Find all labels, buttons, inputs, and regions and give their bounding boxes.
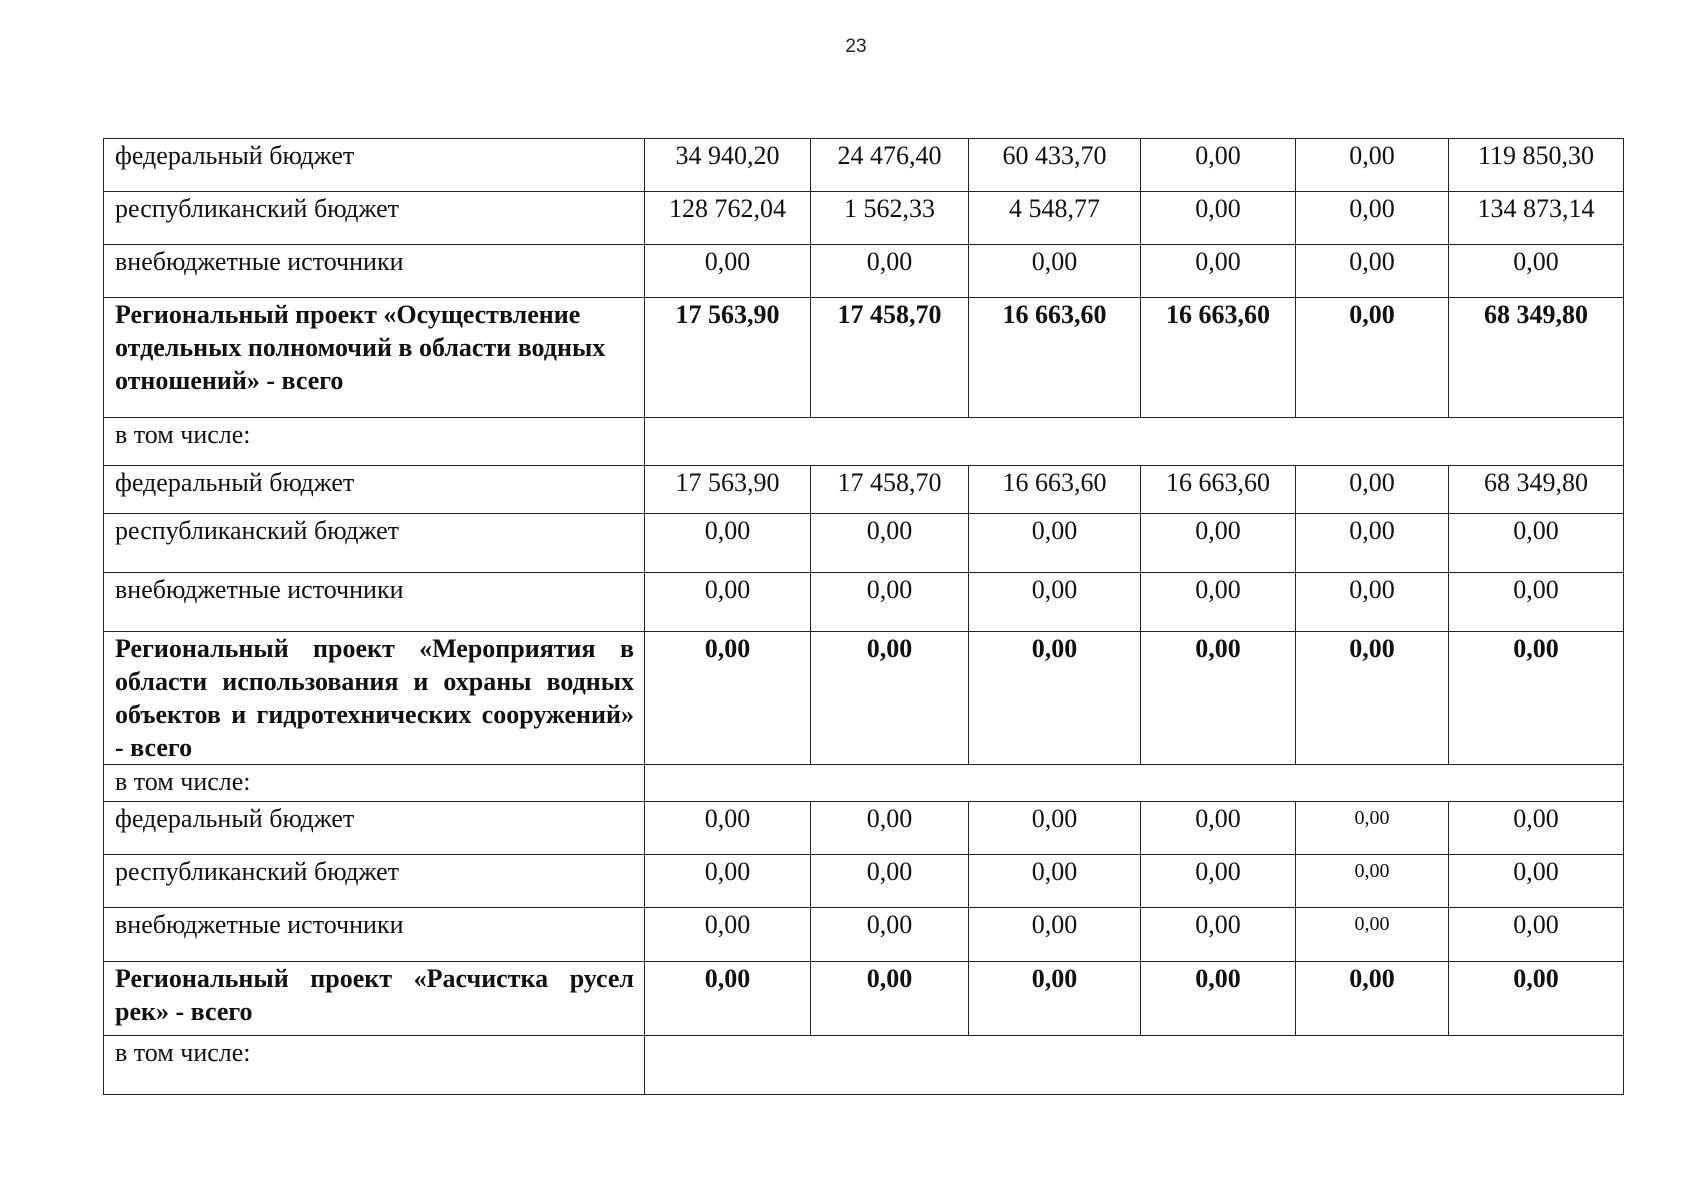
value-cell: 0,00 bbox=[1296, 139, 1449, 192]
value-cell: 0,00 bbox=[645, 573, 811, 632]
value-cell: 4 548,77 bbox=[969, 192, 1141, 245]
table-row bbox=[104, 855, 1624, 908]
value-cell: 1 562,33 bbox=[811, 192, 969, 245]
value-cell: 0,00 bbox=[969, 573, 1141, 632]
value-cell: 0,00 bbox=[1141, 802, 1296, 855]
value-cell: 128 762,04 bbox=[645, 192, 811, 245]
total-cell: 119 850,30 bbox=[1449, 139, 1624, 192]
project-label: Региональный проект «Расчистка русел рек» - всего bbox=[104, 962, 645, 1036]
empty-merged-cell bbox=[645, 418, 1624, 466]
table-row bbox=[104, 802, 1624, 855]
subheader-row bbox=[104, 418, 1624, 466]
row-label: республиканский бюджет bbox=[104, 514, 645, 573]
row-label: федеральный бюджет bbox=[104, 466, 645, 514]
including-label: в том числе: bbox=[104, 1036, 645, 1095]
value-cell: 0,00 bbox=[1141, 632, 1296, 765]
value-cell: 0,00 bbox=[811, 962, 969, 1036]
total-cell: 0,00 bbox=[1449, 514, 1624, 573]
row-label: федеральный бюджет bbox=[104, 802, 645, 855]
value-cell: 0,00 bbox=[645, 855, 811, 908]
value-cell: 0,00 bbox=[1141, 245, 1296, 298]
project-total-row bbox=[104, 298, 1624, 418]
including-label: в том числе: bbox=[104, 418, 645, 466]
row-label: внебюджетные источники bbox=[104, 908, 645, 962]
row-label: республиканский бюджет bbox=[104, 192, 645, 245]
total-cell: 0,00 bbox=[1449, 245, 1624, 298]
value-cell: 0,00 bbox=[1141, 908, 1296, 962]
project-label: Региональный проект «Осуществление отдельных полномочий в области водных отношений» - всего bbox=[104, 298, 645, 418]
value-cell: 0,00 bbox=[1141, 139, 1296, 192]
value-cell: 0,00 bbox=[1296, 573, 1449, 632]
row-label: республиканский бюджет bbox=[104, 855, 645, 908]
project-label: Региональный проект «Мероприятия в области использования и охраны водных объектов и гидротехнических сооружений» - всего bbox=[104, 632, 645, 765]
project-total-row bbox=[104, 632, 1624, 765]
row-label: федеральный бюджет bbox=[104, 139, 645, 192]
page-number: 23 bbox=[845, 36, 867, 57]
total-cell: 0,00 bbox=[1449, 802, 1624, 855]
total-cell: 0,00 bbox=[1449, 962, 1624, 1036]
row-label: внебюджетные источники bbox=[104, 245, 645, 298]
value-cell: 34 940,20 bbox=[645, 139, 811, 192]
value-cell: 0,00 bbox=[1296, 466, 1449, 514]
table-row bbox=[104, 514, 1624, 573]
value-cell: 60 433,70 bbox=[969, 139, 1141, 192]
row-label: внебюджетные источники bbox=[104, 573, 645, 632]
value-cell: 0,00 bbox=[645, 245, 811, 298]
value-cell: 0,00 bbox=[1296, 298, 1449, 418]
value-cell: 0,00 bbox=[969, 908, 1141, 962]
total-cell: 0,00 bbox=[1449, 908, 1624, 962]
value-cell: 0,00 bbox=[811, 573, 969, 632]
empty-merged-cell bbox=[645, 1036, 1624, 1095]
value-cell: 0,00 bbox=[1141, 573, 1296, 632]
total-cell: 68 349,80 bbox=[1449, 466, 1624, 514]
value-cell: 17 458,70 bbox=[811, 466, 969, 514]
table-row bbox=[104, 573, 1624, 632]
value-cell: 0,00 bbox=[1141, 855, 1296, 908]
value-cell: 0,00 bbox=[969, 855, 1141, 908]
total-cell: 0,00 bbox=[1449, 573, 1624, 632]
table-row bbox=[104, 466, 1624, 514]
value-cell: 17 563,90 bbox=[645, 298, 811, 418]
value-cell: 0,00 bbox=[811, 514, 969, 573]
value-cell: 0,00 bbox=[1296, 192, 1449, 245]
total-cell: 0,00 bbox=[1449, 632, 1624, 765]
value-cell: 17 458,70 bbox=[811, 298, 969, 418]
value-cell: 0,00 bbox=[645, 632, 811, 765]
value-cell: 0,00 bbox=[969, 514, 1141, 573]
table-row bbox=[104, 139, 1624, 192]
empty-merged-cell bbox=[645, 765, 1624, 802]
value-cell: 0,00 bbox=[1296, 802, 1449, 855]
including-label: в том числе: bbox=[104, 765, 645, 802]
subheader-row bbox=[104, 765, 1624, 802]
value-cell: 0,00 bbox=[1296, 245, 1449, 298]
value-cell: 0,00 bbox=[1296, 855, 1449, 908]
project-total-row bbox=[104, 962, 1624, 1036]
value-cell: 17 563,90 bbox=[645, 466, 811, 514]
value-cell: 0,00 bbox=[1141, 192, 1296, 245]
value-cell: 0,00 bbox=[645, 514, 811, 573]
value-cell: 16 663,60 bbox=[1141, 298, 1296, 418]
value-cell: 0,00 bbox=[811, 855, 969, 908]
value-cell: 0,00 bbox=[969, 962, 1141, 1036]
value-cell: 0,00 bbox=[969, 632, 1141, 765]
value-cell: 0,00 bbox=[811, 802, 969, 855]
value-cell: 0,00 bbox=[1296, 632, 1449, 765]
table-row bbox=[104, 245, 1624, 298]
value-cell: 0,00 bbox=[1141, 962, 1296, 1036]
value-cell: 0,00 bbox=[645, 802, 811, 855]
value-cell: 0,00 bbox=[1296, 962, 1449, 1036]
budget-table bbox=[103, 138, 1624, 1095]
value-cell: 16 663,60 bbox=[1141, 466, 1296, 514]
value-cell: 0,00 bbox=[1296, 514, 1449, 573]
total-cell: 68 349,80 bbox=[1449, 298, 1624, 418]
value-cell: 0,00 bbox=[811, 908, 969, 962]
value-cell: 0,00 bbox=[645, 962, 811, 1036]
value-cell: 0,00 bbox=[645, 908, 811, 962]
total-cell: 0,00 bbox=[1449, 855, 1624, 908]
value-cell: 0,00 bbox=[1141, 514, 1296, 573]
table-row bbox=[104, 908, 1624, 962]
value-cell: 0,00 bbox=[969, 802, 1141, 855]
total-cell: 134 873,14 bbox=[1449, 192, 1624, 245]
value-cell: 0,00 bbox=[811, 245, 969, 298]
value-cell: 0,00 bbox=[811, 632, 969, 765]
table-row bbox=[104, 192, 1624, 245]
value-cell: 16 663,60 bbox=[969, 298, 1141, 418]
subheader-row bbox=[104, 1036, 1624, 1095]
value-cell: 16 663,60 bbox=[969, 466, 1141, 514]
value-cell: 0,00 bbox=[1296, 908, 1449, 962]
value-cell: 24 476,40 bbox=[811, 139, 969, 192]
value-cell: 0,00 bbox=[969, 245, 1141, 298]
